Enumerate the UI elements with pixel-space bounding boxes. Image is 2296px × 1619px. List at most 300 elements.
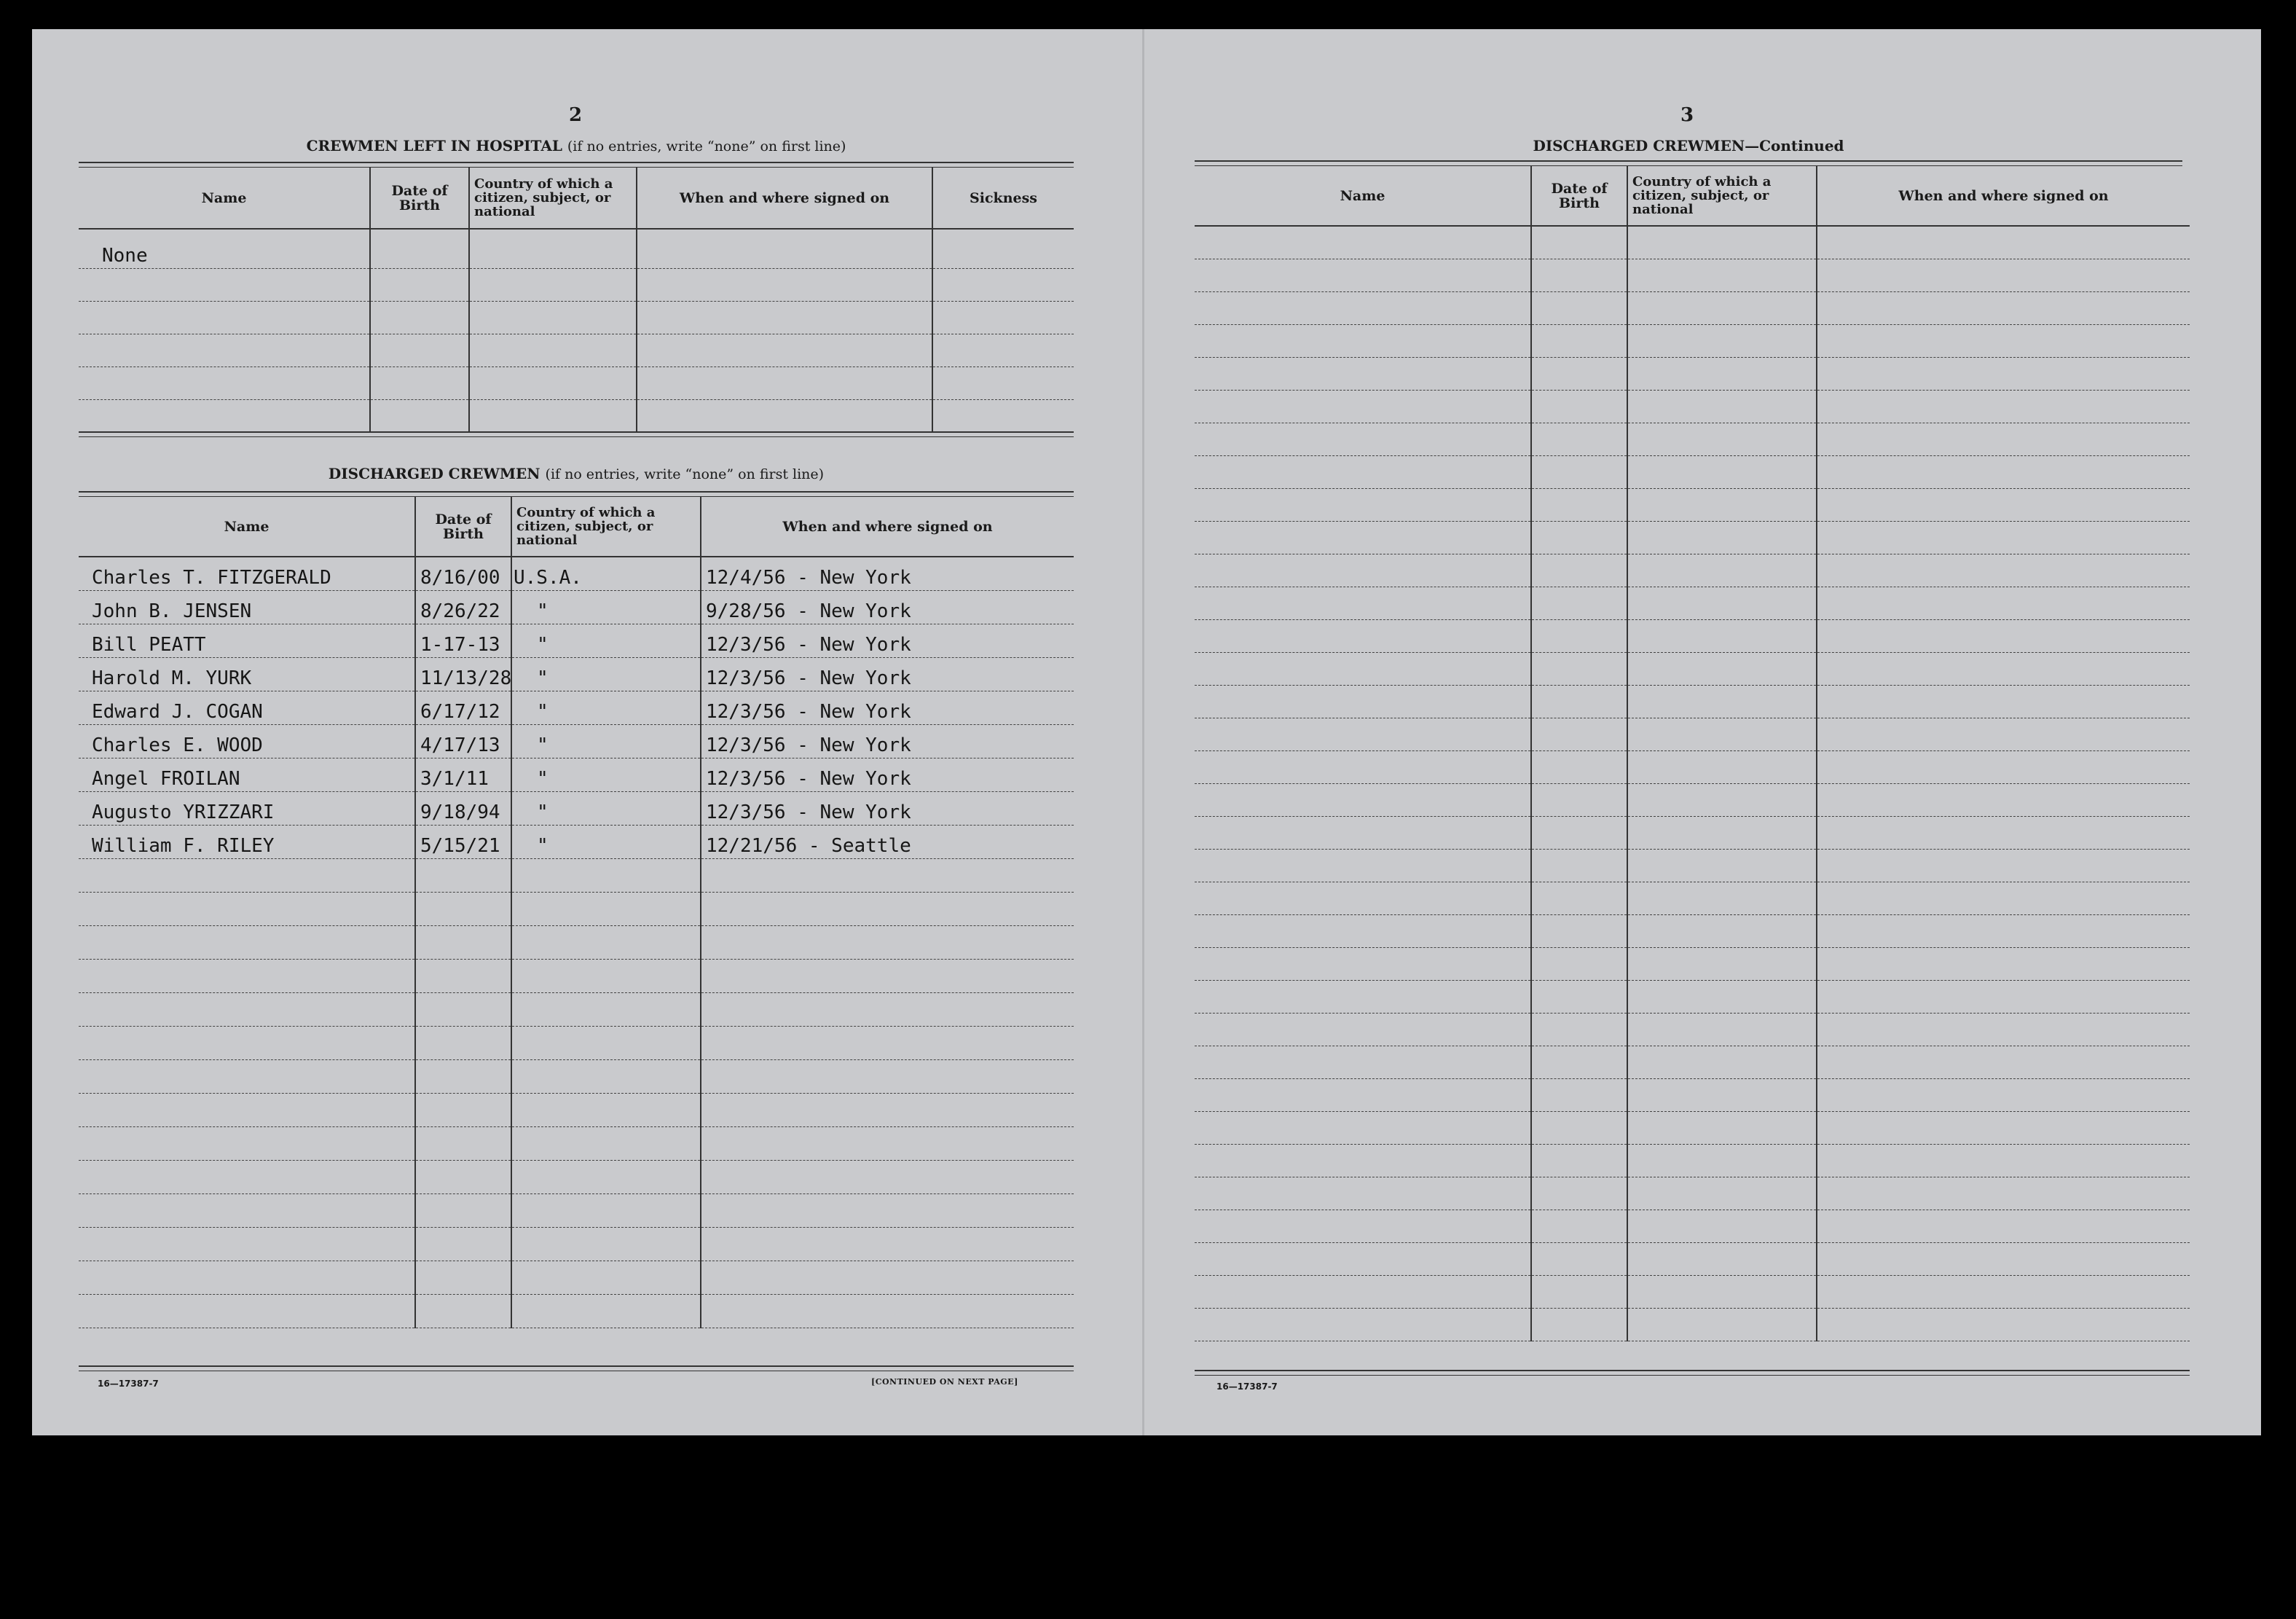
page-fold <box>1142 29 1144 1435</box>
table-cell <box>79 366 370 399</box>
right-top-rule <box>1195 160 2182 166</box>
table-cell <box>932 399 1074 432</box>
col-header-name: Name <box>1195 166 1531 226</box>
discharged-continued-table <box>1195 166 2190 1341</box>
table-cell <box>415 992 511 1026</box>
table-cell <box>1195 324 1531 357</box>
table-cell <box>79 334 370 366</box>
blank-row <box>1195 882 2190 914</box>
crew-country: " <box>511 590 701 624</box>
table-cell <box>1531 685 1627 718</box>
table-cell <box>511 1261 701 1294</box>
table-cell <box>1531 1111 1627 1144</box>
table-cell <box>1817 1078 2190 1111</box>
table-cell <box>415 1294 511 1328</box>
col-header-name: Name <box>79 497 415 557</box>
table-cell <box>1195 488 1531 521</box>
table-cell <box>1531 914 1627 947</box>
crew-country: " <box>511 758 701 791</box>
hospital-title-text: CREWMEN LEFT IN HOSPITAL <box>306 137 562 154</box>
table-cell <box>1627 1210 1817 1242</box>
blank-row <box>1195 1111 2190 1144</box>
table-cell <box>511 925 701 959</box>
table-cell <box>1627 849 1817 882</box>
table-cell <box>1195 947 1531 980</box>
table-cell <box>932 366 1074 399</box>
table-cell <box>701 925 1074 959</box>
crew-signed-on: 12/3/56 - New York <box>701 791 1074 825</box>
table-cell <box>1195 783 1531 816</box>
table-cell <box>1531 750 1627 783</box>
table-cell <box>1195 718 1531 750</box>
table-cell <box>1195 1144 1531 1177</box>
table-cell <box>1627 1308 1817 1341</box>
table-cell <box>637 399 932 432</box>
table-cell <box>932 229 1074 268</box>
table-cell <box>1195 1177 1531 1210</box>
table-cell <box>511 1026 701 1059</box>
blank-row <box>1195 1210 2190 1242</box>
table-cell <box>701 1126 1074 1160</box>
blank-row <box>79 1193 1074 1227</box>
table-cell <box>1817 783 2190 816</box>
table-cell <box>1195 1210 1531 1242</box>
blank-row <box>1195 914 2190 947</box>
table-cell <box>370 229 469 268</box>
table-cell <box>932 301 1074 334</box>
table-cell <box>1195 619 1531 652</box>
table-cell <box>79 892 415 925</box>
table-cell <box>1195 1013 1531 1046</box>
hospital-instruction-text: (if no entries, write “none” on first line) <box>567 138 846 154</box>
col-header-signed-on: When and where signed on <box>637 168 932 229</box>
col-header-signed-on: When and where signed on <box>1817 166 2190 226</box>
table-cell <box>637 268 932 301</box>
col-header-dob: Date of Birth <box>1531 166 1627 226</box>
discharged-section-title <box>79 465 1074 482</box>
table-cell <box>1627 718 1817 750</box>
crew-dob: 3/1/11 <box>415 758 511 791</box>
table-cell <box>79 959 415 992</box>
blank-row <box>79 268 1074 301</box>
table-cell <box>1195 226 1531 259</box>
table-cell <box>1531 226 1627 259</box>
blank-row <box>1195 291 2190 324</box>
blank-row <box>79 1059 1074 1093</box>
table-cell <box>415 1126 511 1160</box>
table-cell <box>1817 947 2190 980</box>
table-cell <box>1627 980 1817 1013</box>
blank-row <box>79 1160 1074 1193</box>
table-cell <box>1627 1275 1817 1308</box>
table-cell <box>1531 718 1627 750</box>
table-cell <box>1627 554 1817 587</box>
crew-country: " <box>511 791 701 825</box>
blank-row <box>1195 226 2190 259</box>
table-cell <box>415 959 511 992</box>
table-cell <box>415 858 511 892</box>
table-cell <box>79 268 370 301</box>
table-cell <box>469 301 637 334</box>
blank-row <box>1195 947 2190 980</box>
blank-row <box>79 334 1074 366</box>
blank-row <box>1195 1242 2190 1275</box>
crew-name: Angel FROILAN <box>79 758 415 791</box>
blank-row <box>79 366 1074 399</box>
right-form-number: 16—17387-7 <box>1216 1381 1278 1392</box>
table-cell <box>511 1193 701 1227</box>
table-cell <box>1817 521 2190 554</box>
col-header-name: Name <box>79 168 370 229</box>
crew-country: " <box>511 657 701 691</box>
table-cell <box>1817 259 2190 291</box>
table-cell <box>1531 1177 1627 1210</box>
table-cell <box>1627 882 1817 914</box>
crew-name: John B. JENSEN <box>79 590 415 624</box>
crew-name: Augusto YRIZZARI <box>79 791 415 825</box>
table-cell <box>1627 324 1817 357</box>
table-cell <box>1817 1144 2190 1177</box>
blank-row <box>1195 1013 2190 1046</box>
table-cell <box>1531 980 1627 1013</box>
table-cell <box>1627 1144 1817 1177</box>
table-cell <box>1195 750 1531 783</box>
blank-row <box>79 1093 1074 1126</box>
table-cell <box>701 959 1074 992</box>
table-cell <box>1195 554 1531 587</box>
table-cell <box>1531 849 1627 882</box>
table-cell <box>415 1059 511 1093</box>
table-cell <box>1195 685 1531 718</box>
hospital-bottom-rule <box>79 431 1074 437</box>
table-cell <box>1531 357 1627 390</box>
crew-signed-on: 12/3/56 - New York <box>701 724 1074 758</box>
table-cell <box>1627 947 1817 980</box>
table-cell <box>79 1059 415 1093</box>
table-cell <box>79 1193 415 1227</box>
blank-row <box>79 301 1074 334</box>
table-cell <box>1195 521 1531 554</box>
table-cell <box>511 959 701 992</box>
blank-row <box>1195 1046 2190 1078</box>
blank-row <box>1195 357 2190 390</box>
table-cell <box>511 1093 701 1126</box>
blank-row <box>1195 750 2190 783</box>
table-cell <box>415 1026 511 1059</box>
table-cell <box>1627 685 1817 718</box>
table-cell <box>1531 1242 1627 1275</box>
table-cell <box>1531 652 1627 685</box>
table-cell <box>1817 849 2190 882</box>
table-cell <box>637 301 932 334</box>
table-cell <box>637 366 932 399</box>
table-cell <box>701 1026 1074 1059</box>
table-cell <box>1531 1308 1627 1341</box>
table-cell <box>932 268 1074 301</box>
table-cell <box>1195 1275 1531 1308</box>
col-header-dob: Date of Birth <box>370 168 469 229</box>
table-cell <box>1627 914 1817 947</box>
table-cell <box>1627 816 1817 849</box>
crew-name: Charles E. WOOD <box>79 724 415 758</box>
table-cell <box>1531 947 1627 980</box>
table-cell <box>1627 226 1817 259</box>
table-cell <box>1627 455 1817 488</box>
table-cell <box>701 1294 1074 1328</box>
table-cell <box>1531 816 1627 849</box>
table-cell <box>79 925 415 959</box>
crew-country: U.S.A. <box>511 557 701 590</box>
table-cell <box>1195 980 1531 1013</box>
crew-dob: 8/16/00 <box>415 557 511 590</box>
crew-country: " <box>511 825 701 858</box>
table-cell <box>1195 291 1531 324</box>
blank-row <box>1195 1078 2190 1111</box>
blank-row <box>1195 521 2190 554</box>
blank-row <box>1195 783 2190 816</box>
table-cell <box>1531 1013 1627 1046</box>
table-cell <box>1817 1210 2190 1242</box>
col-header-dob: Date of Birth <box>415 497 511 557</box>
table-cell <box>701 858 1074 892</box>
blank-row <box>79 1126 1074 1160</box>
table-cell <box>1195 1242 1531 1275</box>
table-cell <box>370 334 469 366</box>
table-cell <box>370 399 469 432</box>
table-cell <box>1531 488 1627 521</box>
col-header-country: Country of which a citizen, subject, or national <box>1627 166 1817 226</box>
table-cell <box>370 301 469 334</box>
blank-row <box>1195 685 2190 718</box>
blank-row <box>1195 652 2190 685</box>
table-cell <box>79 301 370 334</box>
table-cell <box>79 1294 415 1328</box>
table-cell <box>701 992 1074 1026</box>
table-cell <box>1531 882 1627 914</box>
table-cell <box>1817 685 2190 718</box>
crew-name: Harold M. YURK <box>79 657 415 691</box>
table-cell <box>1195 259 1531 291</box>
table-cell <box>511 858 701 892</box>
table-cell <box>1817 357 2190 390</box>
table-cell <box>79 1026 415 1059</box>
blank-row <box>1195 619 2190 652</box>
table-cell <box>1531 1210 1627 1242</box>
table-cell <box>1195 423 1531 455</box>
table-cell <box>511 992 701 1026</box>
table-cell <box>1531 259 1627 291</box>
table-cell <box>79 1261 415 1294</box>
blank-row <box>79 959 1074 992</box>
table-cell <box>469 268 637 301</box>
table-cell <box>1627 1177 1817 1210</box>
hospital-table <box>79 168 1074 433</box>
table-cell <box>1817 652 2190 685</box>
table-cell <box>701 1227 1074 1261</box>
crew-dob: 11/13/28 <box>415 657 511 691</box>
blank-row <box>79 892 1074 925</box>
crew-signed-on: 12/3/56 - New York <box>701 691 1074 724</box>
table-cell <box>1817 1013 2190 1046</box>
discharged-instruction-text: (if no entries, write “none” on first line) <box>545 466 825 482</box>
blank-row <box>79 925 1074 959</box>
table-cell <box>511 1059 701 1093</box>
table-cell <box>511 892 701 925</box>
table-cell <box>1531 587 1627 619</box>
table-cell <box>79 1093 415 1126</box>
table-cell <box>511 1160 701 1193</box>
crew-name: Edward J. COGAN <box>79 691 415 724</box>
table-cell <box>1817 587 2190 619</box>
table-cell <box>1817 488 2190 521</box>
discharged-title-text: DISCHARGED CREWMEN <box>328 465 540 482</box>
table-cell <box>79 1227 415 1261</box>
crew-signed-on: 12/21/56 - Seattle <box>701 825 1074 858</box>
discharged-top-rule <box>79 491 1074 497</box>
table-cell <box>1817 1308 2190 1341</box>
blank-row <box>1195 1177 2190 1210</box>
table-cell <box>1195 849 1531 882</box>
table-cell <box>1531 455 1627 488</box>
crew-name: William F. RILEY <box>79 825 415 858</box>
table-cell <box>1627 291 1817 324</box>
table-cell <box>701 1093 1074 1126</box>
blank-row <box>1195 980 2190 1013</box>
table-cell <box>1817 619 2190 652</box>
table-cell <box>1817 1046 2190 1078</box>
table-cell <box>1817 390 2190 423</box>
blank-row <box>1195 1144 2190 1177</box>
crew-signed-on: 12/4/56 - New York <box>701 557 1074 590</box>
table-cell <box>79 399 370 432</box>
table-cell <box>637 334 932 366</box>
table-cell <box>1531 390 1627 423</box>
table-cell <box>1627 357 1817 390</box>
table-cell <box>1627 1242 1817 1275</box>
table-cell <box>1627 750 1817 783</box>
crew-country: " <box>511 624 701 657</box>
table-cell <box>1531 619 1627 652</box>
blank-row <box>1195 488 2190 521</box>
table-cell <box>1817 226 2190 259</box>
hospital-top-rule <box>79 162 1074 168</box>
table-cell <box>79 858 415 892</box>
blank-row <box>79 1261 1074 1294</box>
table-cell <box>1531 291 1627 324</box>
table-cell <box>1627 619 1817 652</box>
table-cell <box>1531 1275 1627 1308</box>
col-header-country: Country of which a citizen, subject, or national <box>469 168 637 229</box>
table-cell <box>415 1193 511 1227</box>
col-header-sickness: Sickness <box>932 168 1074 229</box>
table-cell <box>415 892 511 925</box>
table-cell <box>637 229 932 268</box>
continued-note: [CONTINUED ON NEXT PAGE] <box>871 1377 1018 1387</box>
table-cell <box>1195 1046 1531 1078</box>
crew-dob: 9/18/94 <box>415 791 511 825</box>
table-cell <box>1817 1242 2190 1275</box>
blank-row <box>1195 849 2190 882</box>
table-cell <box>79 992 415 1026</box>
blank-row <box>1195 324 2190 357</box>
table-cell <box>469 399 637 432</box>
blank-row <box>1195 259 2190 291</box>
table-cell <box>701 1160 1074 1193</box>
table-cell <box>1627 1013 1817 1046</box>
table-cell <box>1627 1111 1817 1144</box>
right-section-title: DISCHARGED CREWMEN—Continued <box>1533 137 1844 154</box>
table-cell <box>1195 357 1531 390</box>
table-cell <box>415 925 511 959</box>
table-cell <box>1817 882 2190 914</box>
table-cell <box>701 1193 1074 1227</box>
table-cell <box>1817 750 2190 783</box>
discharged-bottom-rule <box>79 1365 1074 1371</box>
table-cell <box>1195 1308 1531 1341</box>
table-cell <box>1627 423 1817 455</box>
table-cell <box>1195 816 1531 849</box>
table-cell <box>1817 423 2190 455</box>
blank-row <box>1195 1308 2190 1341</box>
table-cell <box>701 1261 1074 1294</box>
table-cell <box>469 366 637 399</box>
table-cell <box>511 1227 701 1261</box>
table-cell <box>511 1294 701 1328</box>
crew-name: Bill PEATT <box>79 624 415 657</box>
hospital-entry: None <box>79 229 370 268</box>
table-cell <box>1531 324 1627 357</box>
crew-signed-on: 12/3/56 - New York <box>701 657 1074 691</box>
blank-row <box>79 992 1074 1026</box>
table-cell <box>1531 554 1627 587</box>
crew-dob: 5/15/21 <box>415 825 511 858</box>
table-cell <box>1817 1177 2190 1210</box>
crew-dob: 1-17-13 <box>415 624 511 657</box>
table-cell <box>511 1126 701 1160</box>
crew-signed-on: 12/3/56 - New York <box>701 758 1074 791</box>
table-cell <box>1531 521 1627 554</box>
left-form-number: 16—17387-7 <box>98 1379 159 1389</box>
table-cell <box>1817 455 2190 488</box>
hospital-section-title <box>79 137 1074 154</box>
table-cell <box>1817 554 2190 587</box>
table-cell <box>1627 390 1817 423</box>
table-cell <box>701 892 1074 925</box>
table-cell <box>1531 423 1627 455</box>
right-bottom-rule <box>1195 1370 2190 1376</box>
table-cell <box>1817 816 2190 849</box>
table-cell <box>1627 488 1817 521</box>
table-cell <box>1195 1111 1531 1144</box>
table-cell <box>1627 1078 1817 1111</box>
table-cell <box>1195 652 1531 685</box>
crew-dob: 6/17/12 <box>415 691 511 724</box>
table-cell <box>1195 914 1531 947</box>
table-cell <box>415 1093 511 1126</box>
crew-name: Charles T. FITZGERALD <box>79 557 415 590</box>
table-cell <box>415 1227 511 1261</box>
table-cell <box>469 334 637 366</box>
right-page-number: 3 <box>1680 104 1694 126</box>
table-cell <box>1531 1144 1627 1177</box>
col-header-country: Country of which a citizen, subject, or national <box>511 497 701 557</box>
crew-country: " <box>511 691 701 724</box>
blank-row <box>79 1227 1074 1261</box>
table-cell <box>1627 783 1817 816</box>
crew-signed-on: 9/28/56 - New York <box>701 590 1074 624</box>
table-cell <box>1817 914 2190 947</box>
table-cell <box>79 1126 415 1160</box>
